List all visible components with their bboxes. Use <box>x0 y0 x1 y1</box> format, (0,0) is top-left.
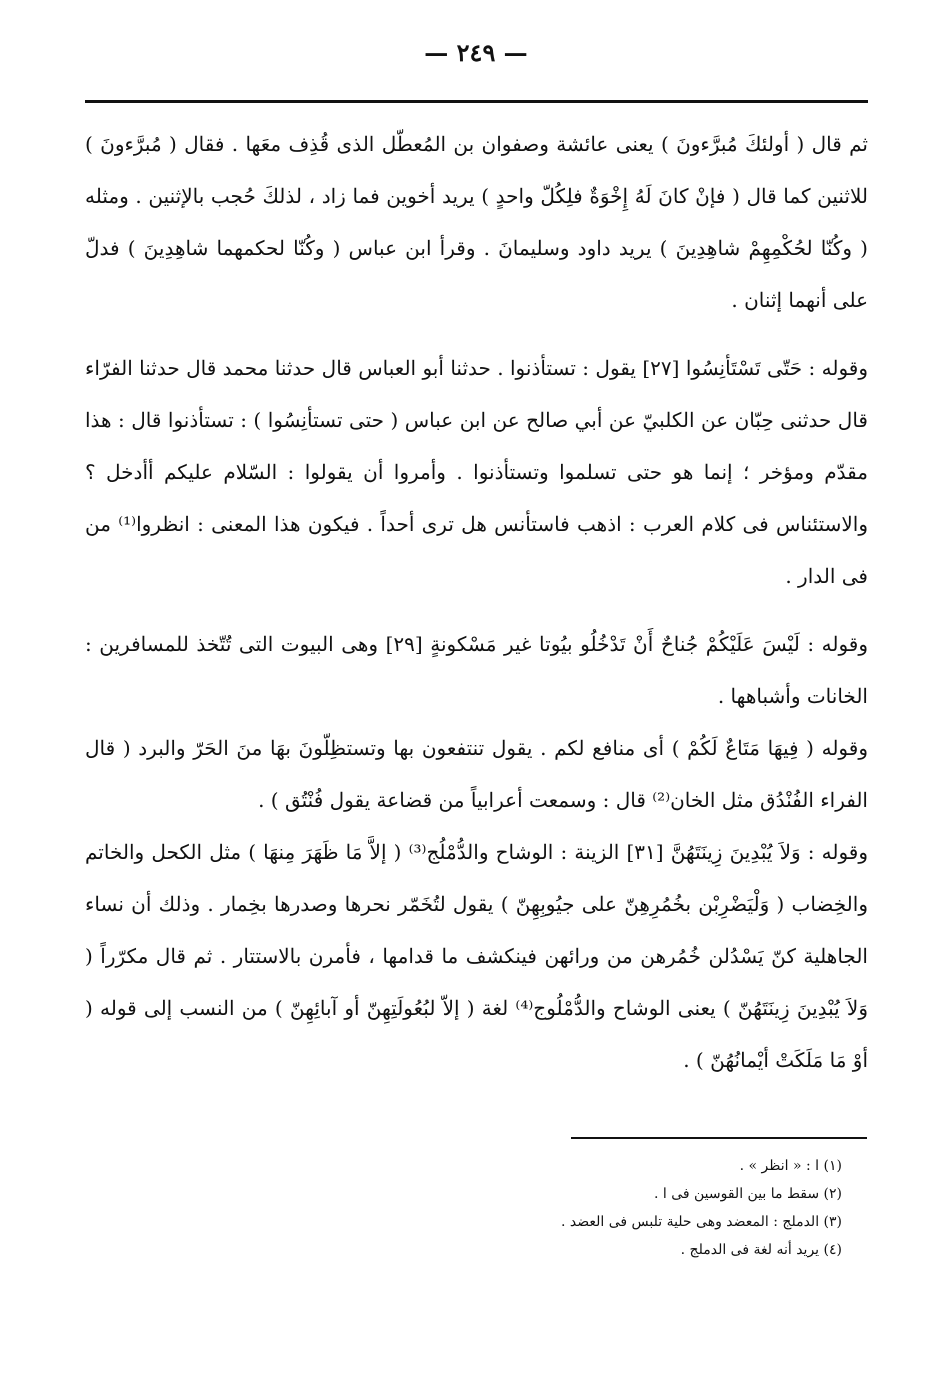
body-text <box>85 118 868 1086</box>
footnote: (١) ا : « انظر » . <box>739 1158 842 1174</box>
footnote: (٢) سقط ما بين القوسين فى ا . <box>653 1186 842 1202</box>
paragraph: وقوله : حَتّى تَسْتَأنِسُوا [٢٧] يقول : تستأذنوا . حدثنا أبو العباس قال حدثنا محمد قال حدثنا الفرّاء قال حدثنى حِبّان عن الكلبيّ عن أبي صالح عن ابن عباس ( حتى تستأنِسُوا ) : تستأذنوا قال : هذا مقدّم ومؤخر ؛ إنما هو حتى تسلموا وتستأذنوا . وأمروا أن يقولوا : السّلام عليكم أأدخل ؟ والاستئناس فى كلام العرب : اذهب فاستأنس هل ترى أحداً . فيكون هذا المعنى : انظروا⁽¹⁾ من فى الدار . <box>85 356 868 588</box>
page-number: — ٢٤٩ — <box>424 38 528 67</box>
paragraph: وقوله : لَيْسَ عَلَيْكُمْ جُناحٌ أَنْ تَدْخُلُو بيُوتا غير مَسْكونةٍ [٢٩] وهى البيوت التى تُتّخذ للمسافرين : الخانات وأشباهها . <box>85 632 869 708</box>
paragraph: ثم قال ( أولئكَ مُبرَّءونَ ) يعنى عائشة وصفوان بن المُعطّل الذى قُذِف معَها . فقال ( مُبرَّءونَ ) للاثنين كما قال ( فإنْ كانَ لَهُ إِخْوَةٌ فلِكُلّ واحدٍ ) يريد أخوين فما زاد ، لذلكَ حُجب بالإثنين . ومثله ( وكُنّا لحُكْمِهِمْ شاهِدِينَ ) يريد داود وسليمانَ . وقرأ ابن عباس ( وكُنّا لحكمهما شاهِدِينَ ) فدلّ على أنهما إثنان . <box>85 132 868 312</box>
footnote-rule <box>571 1137 867 1139</box>
paragraph: وقوله : وَلاَ يُبْدِينَ زِينَتَهُنَّ [٣١] الزينة : الوشاح والدُّمْلُج⁽³⁾ ( إلاَّ مَا ظَهَرَ مِنهَا ) مثل الكحل والخاتم والخِضاب ( وَلْيَضْرِبْن بخُمُرِهِنّ على جيُوبِهِنّ ) يقول لتُخَمّر نحرها وصدرها بخِمار . وذلك أن نساء الجاهلية كنّ يَسْدُلن خُمُرهن من ورائهن فينكشف ما قدامها ، فأمرن بالاستتار . ثم قال مكرّراً ( وَلاَ يُبْدِينَ زِينَتَهُنّ ) يعنى الوشاح والدُّمْلُوج⁽⁴⁾ لغة ( إلاّ لبُعُولَتِهِنّ أو آبائِهِنّ ) من النسب إلى قوله ( أوْ مَا مَلَكَتْ أيْمانُهُنّ ) . <box>85 840 869 1072</box>
footnote: (٣) الدملج : المعضد وهى حلية تلبس فى العضد . <box>560 1214 842 1230</box>
header-rule <box>85 100 868 103</box>
footnotes <box>242 1152 842 1264</box>
footnote: (٤) يريد أنه لغة فى الدملج . <box>680 1242 842 1258</box>
paragraph: وقوله ( فِيهَا مَتَاعٌ لَكُمْ ) أى منافع لكم . يقول تنتفعون بها وتستظِلّونَ بهَا منَ الحَرّ والبرد ( قال الفراء الفُنْدُق مثل الخان⁽²⁾ قال : وسمعت أعرابياً من قضاعة يقول فُنْتُق ) . <box>85 736 868 812</box>
